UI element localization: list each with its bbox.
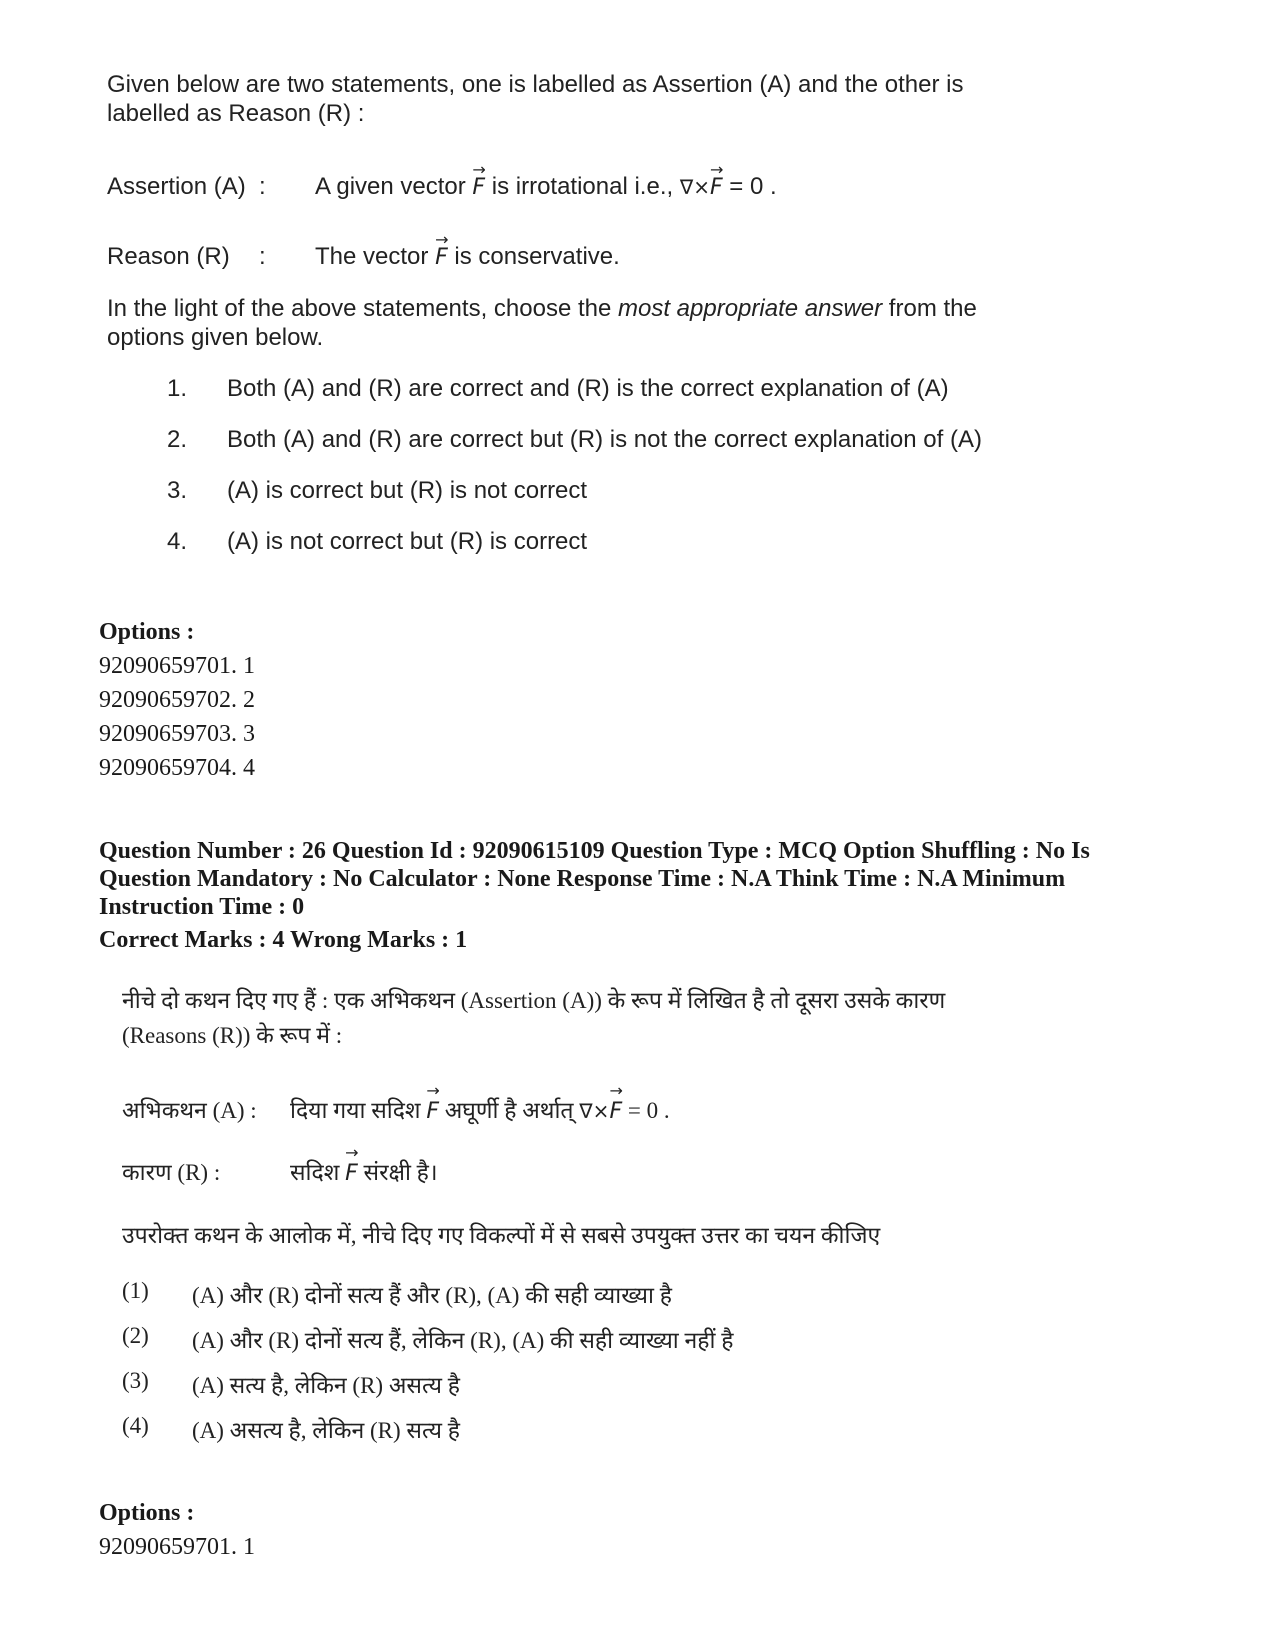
reason-colon: :: [259, 243, 266, 270]
hindi-option-text: (A) और (R) दोनों सत्य हैं और (R), (A) की सही व्याख्या है: [192, 1283, 672, 1308]
question-meta-line: Question Number : 26 Question Id : 92090615109 Question Type : MCQ Option Shuffling : No Is Question Mandatory : No Calculator : None Response Time : N.A Think Time : N.A Minimum Instruction Time : 0: [99, 838, 1090, 920]
question-intro: Given below are two statements, one is labelled as Assertion (A) and the other is labelled as Reason (R) :: [107, 71, 964, 127]
reason-statement: [107, 242, 997, 274]
options-list: [99, 615, 255, 785]
hindi-option-text: (A) सत्य है, लेकिन (R) असत्य है: [192, 1373, 460, 1398]
options-list: [99, 1496, 255, 1564]
reason-label: Reason (R): [107, 243, 230, 270]
vector-f-symbol: → F: [345, 1161, 358, 1186]
answer-option: 2. Both (A) and (R) are correct but (R) is not the correct explanation of (A): [167, 426, 982, 453]
vector-f-symbol: → F: [435, 243, 448, 272]
curl-operator: ∇×: [679, 175, 710, 199]
option-id: 92090659702. 2: [99, 687, 255, 713]
option-id: 92090659701. 1: [99, 1534, 255, 1560]
option-id: 92090659701. 1: [99, 653, 255, 679]
assertion-statement: [107, 172, 997, 204]
marks-line: Correct Marks : 4 Wrong Marks : 1: [99, 927, 468, 953]
assertion-text: A given vector → F is irrotational i.e., ∇×→ F = 0 .: [315, 172, 777, 202]
hindi-assertion-text: दिया गया सदिश → F अघूर्णी है अर्थात् ∇×→ F = 0 .: [290, 1093, 670, 1125]
hindi-option-number: (2): [122, 1323, 149, 1348]
options-heading: Options :: [99, 1500, 195, 1526]
hindi-option-number: (3): [122, 1368, 149, 1393]
hindi-reason-text: सदिश → F संरक्षी है।: [290, 1155, 438, 1187]
question-english: [107, 70, 997, 556]
vector-f-symbol: → F: [710, 173, 723, 202]
answer-option: 1. Both (A) and (R) are correct and (R) is the correct explanation of (A): [167, 375, 949, 402]
hindi-instruction: उपरोक्त कथन के आलोक में, नीचे दिए गए विकल्पों में से सबसे उपयुक्त उत्तर का चयन कीजिए: [122, 1223, 881, 1248]
hindi-reason-label: कारण (R) :: [122, 1160, 221, 1185]
hindi-intro-continued: (Reasons (R)) के रूप में :: [122, 1023, 343, 1048]
assertion-label: Assertion (A): [107, 173, 246, 200]
vector-f-symbol: → F: [426, 1099, 439, 1124]
hindi-option-number: (4): [122, 1413, 149, 1438]
option-id: 92090659704. 4: [99, 755, 255, 781]
option-id: 92090659703. 3: [99, 721, 255, 747]
curl-operator: ∇×: [579, 1099, 610, 1123]
hindi-assertion-label: अभिकथन (A) :: [122, 1098, 257, 1123]
answer-option: 3. (A) is correct but (R) is not correct: [167, 477, 588, 504]
question-metadata: [99, 837, 1179, 954]
options-heading: Options :: [99, 619, 195, 645]
vector-f-symbol: → F: [609, 1099, 622, 1124]
reason-text: The vector → F is conservative.: [315, 242, 620, 272]
question-instruction: In the light of the above statements, choose the most appropriate answer from the options given below.: [107, 295, 977, 351]
hindi-intro: नीचे दो कथन दिए गए हैं : एक अभिकथन (Assertion (A)) के रूप में लिखित है तो दूसरा उसके कारण: [122, 988, 946, 1013]
assertion-colon: :: [259, 173, 266, 200]
answer-option: 4. (A) is not correct but (R) is correct: [167, 528, 588, 555]
vector-f-symbol: → F: [472, 173, 485, 202]
hindi-option-text: (A) असत्य है, लेकिन (R) सत्य है: [192, 1418, 460, 1443]
hindi-option-number: (1): [122, 1278, 149, 1303]
hindi-option-text: (A) और (R) दोनों सत्य हैं, लेकिन (R), (A) की सही व्याख्या नहीं है: [192, 1328, 734, 1353]
